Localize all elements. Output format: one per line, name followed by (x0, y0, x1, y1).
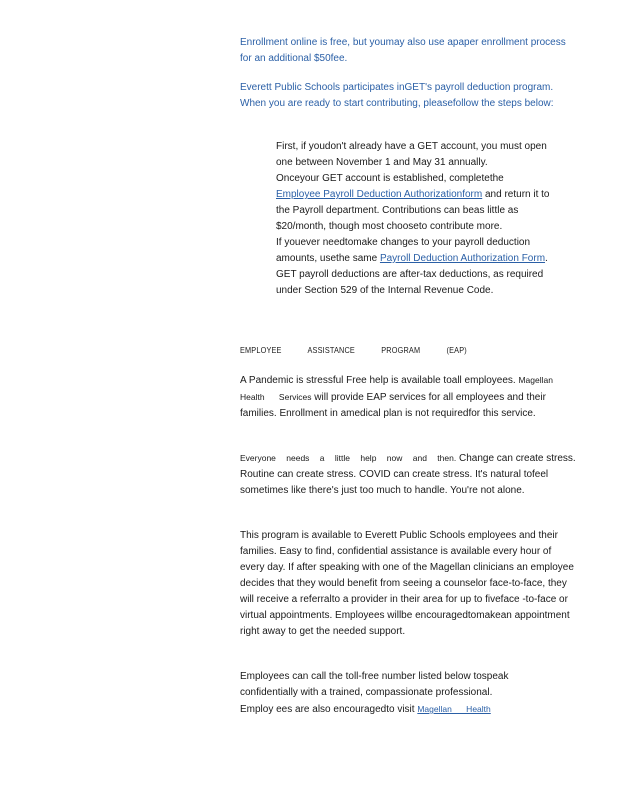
step-change-amounts-text: If youever needtomake changes to your payroll deduction amounts, usethe same (276, 237, 531, 264)
eap-paragraph-4 (240, 669, 560, 718)
step-open-account: First, if youdon't already have a GET account, you must open one between November 1 and May 31 annually. (276, 141, 547, 168)
participation-paragraph: Everett Public Schools participates inGET's payroll deduction program. When you are ready to start contributing, pleasefollow the steps below: (240, 82, 554, 109)
enrollment-paragraph: Enrollment online is free, but youmay also use apaper enrollment process for an additional $50fee. (240, 37, 566, 64)
payroll-deduction-form-link[interactable]: Payroll Deduction Authorization Form (379, 253, 546, 264)
eap-p1-text: A Pandemic is stressful Free help is available toall employees. (240, 375, 519, 386)
eap-p4-line1: Employees can call the toll-free number listed below tospeak confidentially with a trained, compassionate professional. (240, 671, 509, 698)
step-complete-form (276, 171, 566, 235)
employee-payroll-deduction-form-link[interactable]: Employee Payroll Deduction Authorizationform (276, 189, 483, 200)
step-tax-note: GET payroll deductions are after-tax deductions, as required under Section 529 of the Internal Revenue Code. (276, 269, 544, 296)
eap-p1-text-2: will provide EAP services for all employees and their families. Enrollment in amedical plan is not requiredfor this service. (240, 392, 546, 419)
eap-p2-text: Change can create stress. Routine can create stress. COVID can create stress. It's natural tofeel sometimes like there's just too much to handle. You're not alone. (240, 453, 576, 496)
eap-section-title: EMPLOYEE ASSISTANCE PROGRAM (EAP) (240, 345, 467, 355)
step-complete-form-text-2: and return it to the Payroll department. Contributions can beas little as $20/month, though most chooseto contribute more. (276, 189, 550, 232)
magellan-name: Magellan Health Services (240, 375, 553, 402)
step-complete-form-text: Onceyour GET account is established, completethe (276, 173, 504, 184)
eap-paragraph-1 (240, 372, 558, 422)
magellan-health-link[interactable]: Magellan Health (417, 704, 491, 714)
eap-p2-lead: Everyone needs a little help now and then. (240, 453, 457, 463)
eap-paragraph-2 (240, 450, 576, 499)
eap-paragraph-3: This program is available to Everett Public Schools employees and their families. Easy to find, confidential assistance is available every hour of every day. If after speaking with one of the Magellan clinicians an employee decides that they would benefit from seeing a counselor face-to-face, they will receive a referralto a provider in their area for up to fiveface -to-face or virtual appointments. Employees willbe encouragedtomakean appointment right away to get the needed support. (240, 530, 574, 637)
steps-list (276, 139, 566, 299)
step-change-amounts (276, 235, 566, 267)
step-change-amounts-period: . (545, 253, 548, 264)
eap-p4-line2: Employ ees are also encouragedto visit (240, 704, 418, 715)
